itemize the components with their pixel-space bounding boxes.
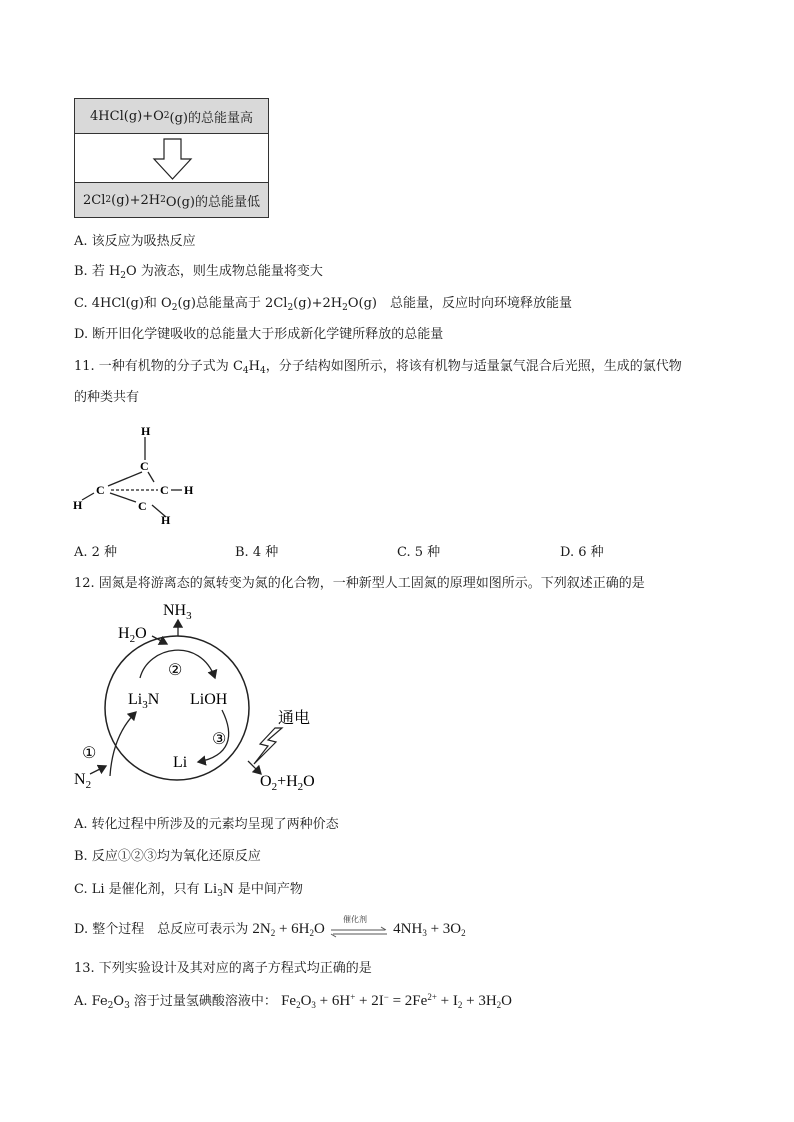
nitrogen-fixation-cycle [70,596,340,796]
atom-h-top: H [141,424,151,438]
q13-stem: 13. 下列实验设计及其对应的离子方程式均正确的是 [74,961,372,976]
q10-option-b: B. 若 $H_2O$ 为液态，则生成物总能量将变大 [74,264,323,281]
down-arrow-icon [75,133,270,183]
lioh-label: LiOH [190,691,228,708]
q11-option-d: D. 6 种 [560,545,604,560]
d-equation-left: $2N_2 + 6H_2O$ [252,921,325,938]
d-equation-right: $4NH_3 + 3O_2$ [393,921,466,938]
energy-low-label: 2Cl 2 (g)+2H 2 O(g)的总能量低 [75,182,268,217]
electrolysis-label: 通电 [278,710,311,727]
q12-option-a: A. 转化过程中所涉及的元素均呈现了两种价态 [74,817,339,832]
o2-h2o-out-label: $O_2+H_2O$ [260,773,315,793]
q12-option-c: C. Li 是催化剂，只有 $Li_3N$ 是中间产物 [74,881,303,899]
lightning-icon [254,728,282,764]
energy-high-label: 4HCl(g)+O 2 (g)的总能量高 [75,99,268,134]
atom-c-bottom: C [138,499,147,513]
q12-option-b: B. 反应①②③均为氧化还原反应 [74,849,261,864]
q11-option-b: B. 4 种 [235,545,279,560]
q10-option-d: D. 断开旧化学键吸收的总能量大于形成新化学键所释放的总能量 [74,327,444,342]
q10-option-c: C. 4HCl(g)和 $O_2(g)$总能量高于 $2Cl_2(g)+2H_2O(g)$ 总能量，反应时向环境释放能量 [74,296,572,313]
energy-arrow [75,133,268,183]
q12-option-d: D. 整个过程 总反应可表示为 $2N_2 + 6H_2O$ 催化剂 $4NH_3 + 3O_2$ [74,914,466,938]
q11-option-a: A. 2 种 [74,545,118,560]
q11-stem-line1: 11. 一种有机物的分子式为 $C_4H_4$，分子结构如图所示，将该有机物与适量氯气混合后光照，生成的氯代物 [74,359,682,376]
h2o-in-label: $H_2O$ [118,625,147,645]
step-1-label: ① [82,745,97,762]
q10-option-a: A. 该反应为吸热反应 [74,234,196,249]
nh3-label: $NH_3$ [163,602,192,622]
n2-label: $N_2$ [74,771,92,791]
atom-c-top: C [140,459,149,473]
q12-stem: 12. 固氮是将游离态的氮转变为氮的化合物，一种新型人工固氮的原理如图所示。下列叙述正确的是 [74,576,645,591]
li-label: Li [173,754,188,771]
q13-option-a: A. $Fe_2O_3$ 溶于过量氢碘酸溶液中： $Fe_2O_3 + 6H^+ + 2I^- = 2Fe^{2+} + I_2 + 3H_2O$ [74,992,512,1011]
energy-diagram [74,98,269,218]
atom-h-bottom: H [161,513,171,527]
q13-a-equation: $Fe_2O_3 + 6H^+ + 2I^- = 2Fe^{2+} + I_2 + 3H_2O$ [281,992,512,1010]
atom-c-left: C [96,483,105,497]
q11-option-c: C. 5 种 [397,545,441,560]
atom-h-left: H [73,498,83,512]
atom-c-right: C [160,483,169,497]
q11-stem-line2: 的种类共有 [74,390,140,405]
catalyst-equilibrium-arrow: 催化剂 [329,921,389,939]
atom-h-right: H [184,483,194,497]
li3n-label: $Li_3N$ [128,691,160,711]
tetrahedrane-structure [68,420,208,530]
step-2-label: ② [168,662,183,679]
step-3-label: ③ [212,731,227,748]
